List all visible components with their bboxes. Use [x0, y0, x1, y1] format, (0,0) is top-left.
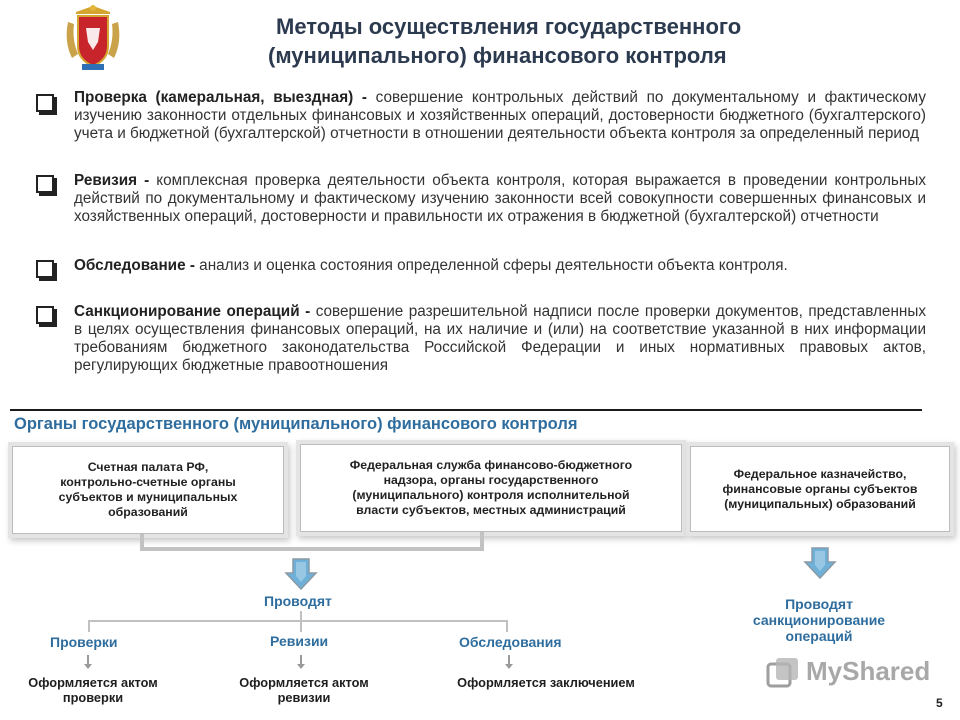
method-item-sanction — [74, 303, 926, 375]
small-down-arrow-icon — [84, 655, 92, 669]
label-checks: Проверки — [50, 634, 118, 650]
page-title-line-2: (муниципального) финансового контроля — [268, 43, 727, 68]
label-audits: Ревизии — [270, 633, 329, 649]
checkbox-bullet-icon — [36, 94, 54, 112]
label-conduct: Проводят — [264, 593, 332, 609]
connector-line — [88, 620, 508, 622]
section-divider — [10, 409, 922, 411]
method-item-check — [74, 89, 926, 143]
result-inspections: Оформляется заключением — [457, 675, 635, 690]
method-item-audit — [74, 172, 926, 226]
page-title-line-1: Методы осуществления государственного — [276, 14, 742, 39]
label-inspections: Обследования — [459, 634, 562, 650]
coat-of-arms-emblem — [62, 2, 124, 74]
result-checks: Оформляется актом проверки — [28, 675, 158, 705]
method-definition: совершение разрешительной надписи после проверки документов, представленных в целях осуществления финансовых операций, на их наличие и (или) на соответствие указанной в них информации требованиям бюджетного законодательства Российской Федерации и иных нормативных правовых актов, регулирующих бюджетные правоотношения — [74, 303, 926, 374]
method-definition: совершение контрольных действий по документальному и фактическому изучению законности отдельных финансовых и хозяйственных операций, достоверности бюджетного (бухгалтерского) учета и бюджетной (бухгалтерской) отчетности в отношении деятельности объекта контроля за определенный период — [74, 89, 926, 142]
page-number: 5 — [936, 696, 943, 710]
result-audits: Оформляется актом ревизии — [239, 675, 369, 705]
method-definition: комплексная проверка деятельности объекта контроля, которая выражается в проведении контрольных действий по документальному и фактическому изучению законности всей совокупности совершенных финансовых и хозяйственных операций, достоверности и правильности их отражения в бюджетной (бухгалтерской) отчетности — [74, 172, 926, 225]
connector-line — [88, 620, 90, 632]
organ-box-accounts-chamber: Счетная палата РФ, контрольно-счетные органы субъектов и муниципальных образований — [12, 446, 284, 534]
down-arrow-icon — [284, 557, 318, 591]
method-item-inspection — [74, 257, 926, 275]
small-down-arrow-icon — [505, 655, 513, 669]
checkbox-bullet-icon — [36, 306, 54, 324]
organ-box-federal-service: Федеральная служба финансово-бюджетного надзора, органы государственного (муниципального) контроля исполнительной власти субъектов, местных администраций — [300, 444, 682, 532]
down-arrow-icon — [803, 546, 837, 580]
method-term: Ревизия - — [74, 172, 150, 189]
organs-section-title: Органы государственного (муниципального) финансового контроля — [14, 415, 578, 433]
label-conduct-sanction: Проводят санкционирование операций — [752, 596, 886, 644]
connector-line — [300, 620, 302, 632]
organ-box-treasury: Федеральное казначейство, финансовые органы субъектов (муниципальных) образований — [690, 446, 950, 532]
myshared-watermark — [766, 654, 931, 696]
method-definition: анализ и оценка состояния определенной сферы деятельности объекта контроля. — [194, 257, 788, 274]
connector-line — [140, 547, 484, 551]
checkbox-bullet-icon — [36, 175, 54, 193]
small-down-arrow-icon — [297, 655, 305, 669]
connector-line — [506, 620, 508, 632]
method-term: Проверка (камеральная, выездная) - — [74, 89, 368, 106]
watermark-logo-icon — [766, 656, 800, 690]
method-term: Обследование - — [74, 257, 195, 274]
method-term: Санкционирование операций - — [74, 303, 311, 320]
checkbox-bullet-icon — [36, 260, 54, 278]
watermark-text: MyShared — [806, 656, 931, 686]
